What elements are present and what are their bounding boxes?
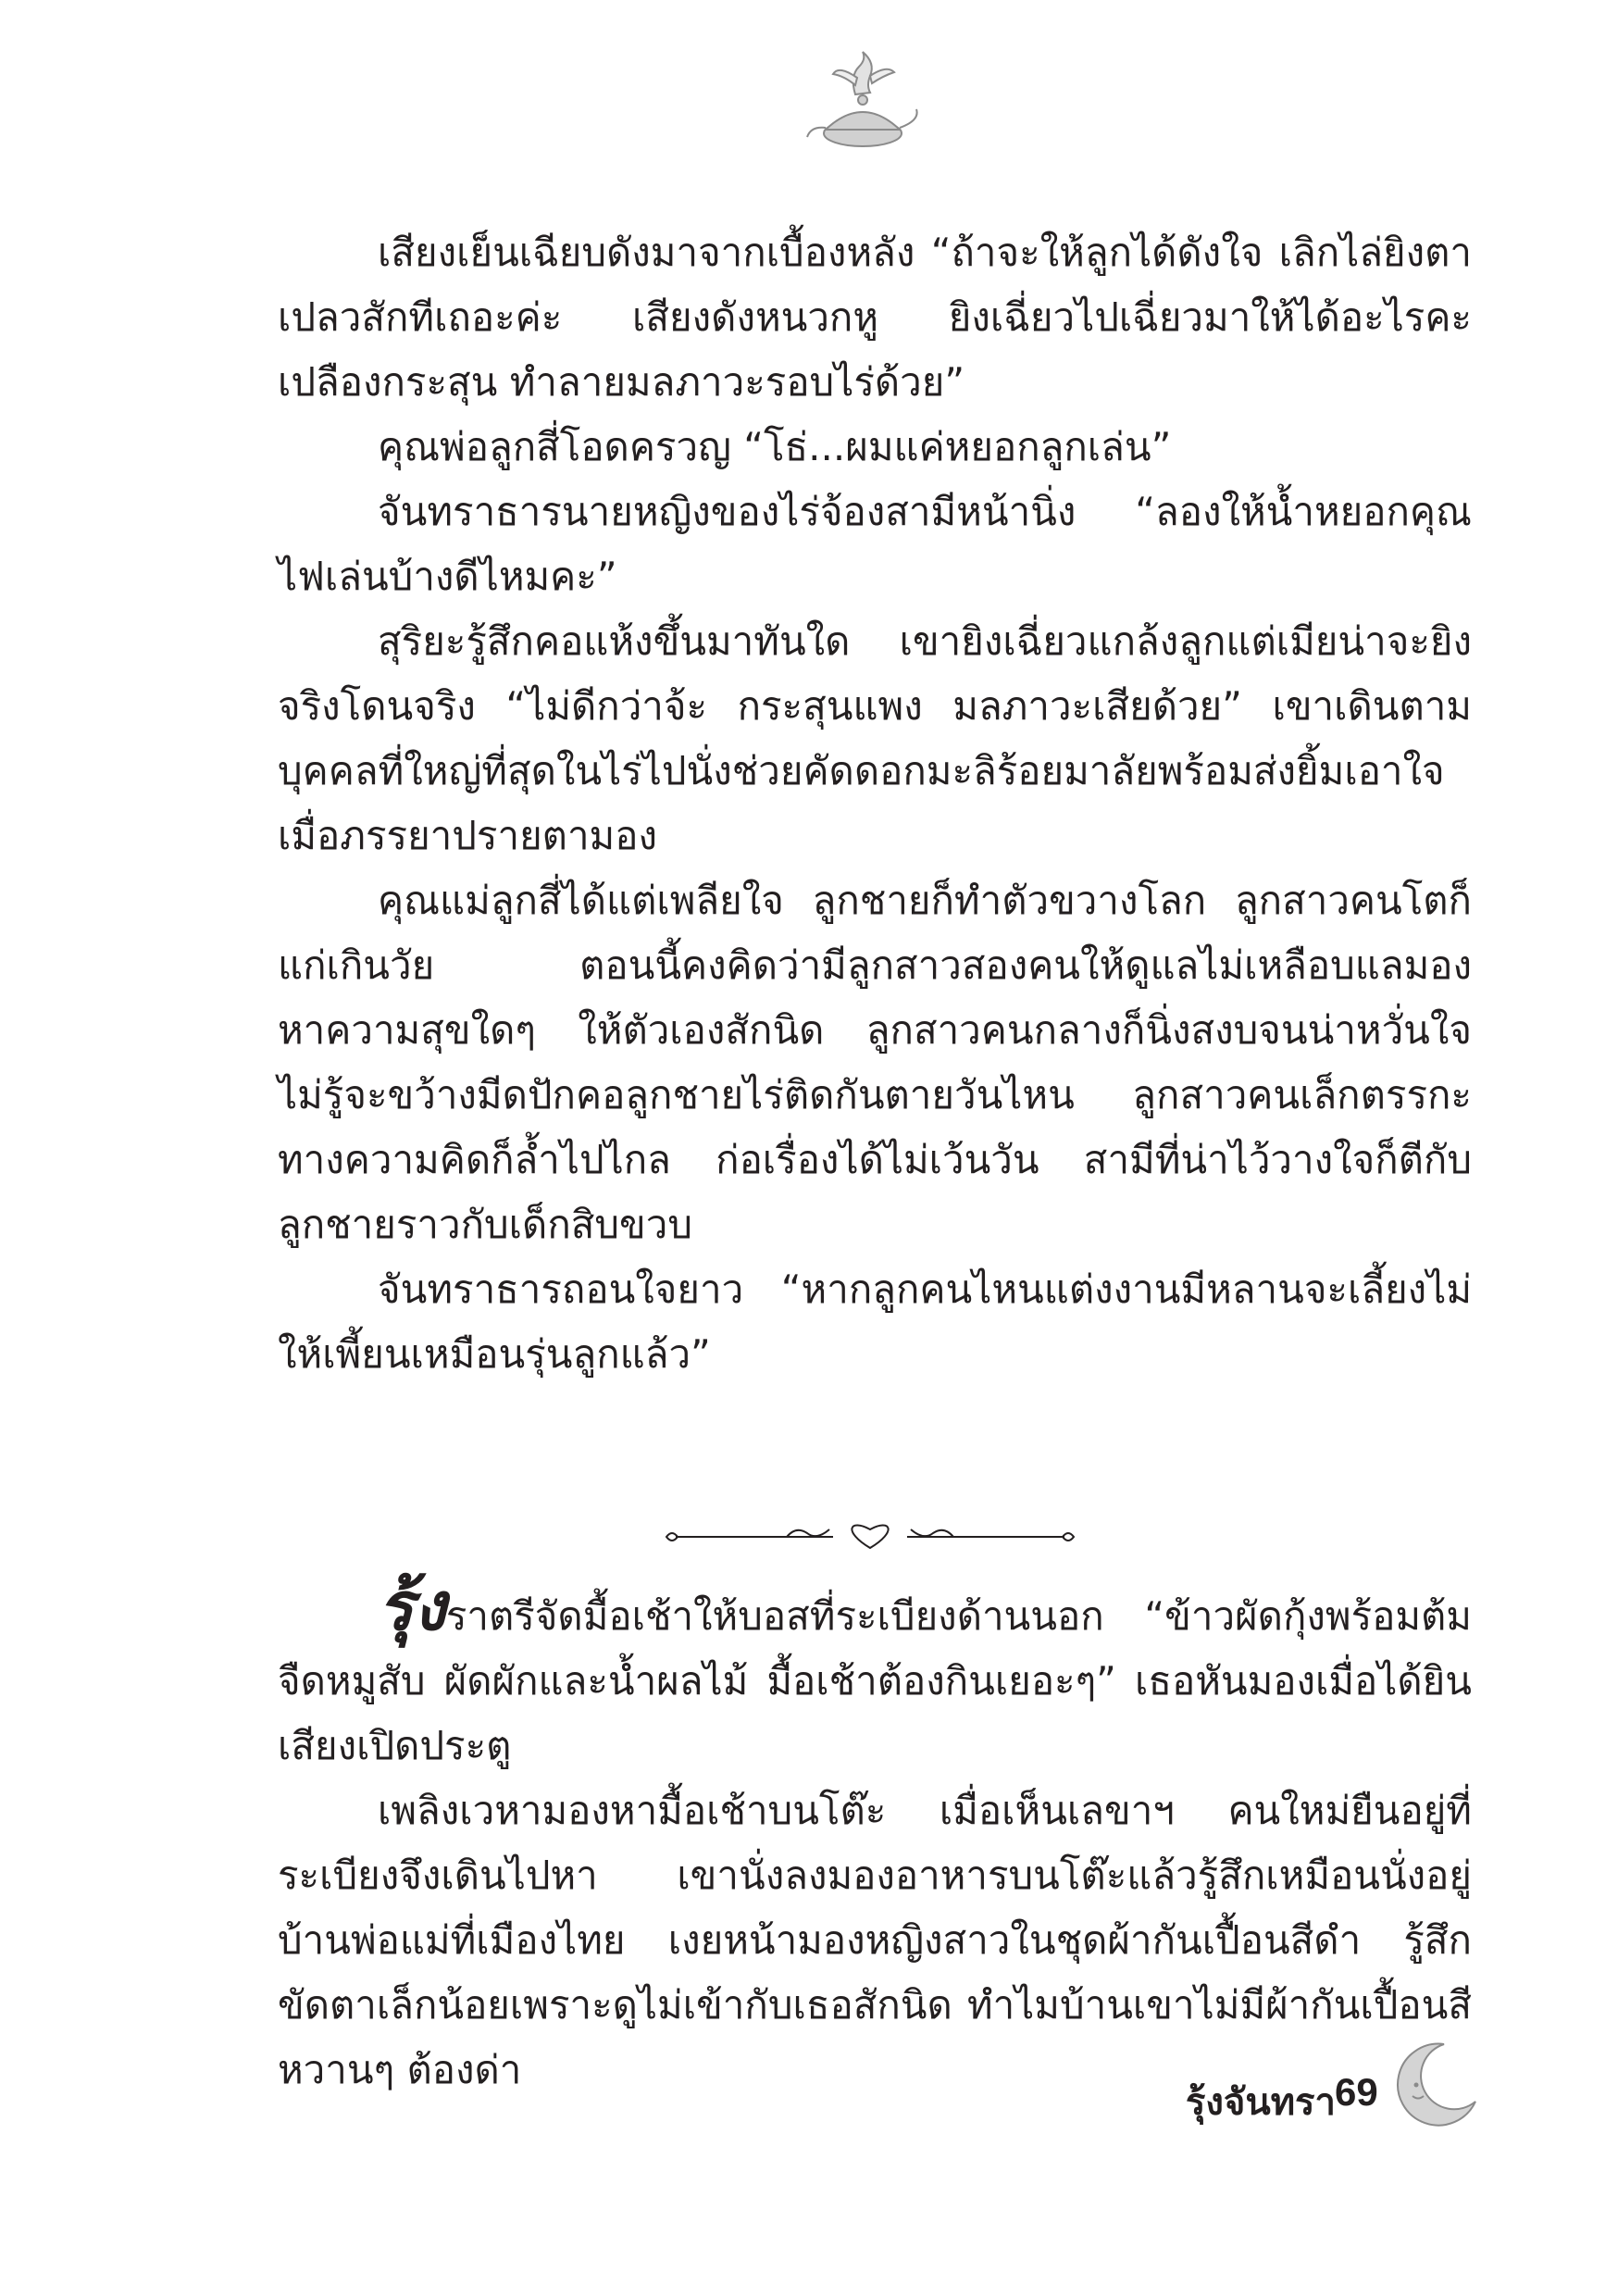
paragraph: คุณพ่อลูกสี่โอดครวญ “โธ่...ผมแค่หยอกลูกเล่น” [378, 424, 1172, 469]
paragraph [278, 1567, 1472, 1778]
paragraph: เสียงเย็นเฉียบดังมาจากเบื้องหลัง “ถ้าจะให้ลูกได้ดังใจ เลิกไล่ยิงตาเปลวสักทีเถอะค่ะ เสียงดังหนวกหู ยิงเฉี่ยวไปเฉี่ยวมาให้ได้อะไรคะ เปลืองกระสุน ทำลายมลภาวะรอบไร่ด้วย” [278, 230, 1472, 405]
drop-cap: รุ้ง [378, 1567, 446, 1645]
teapot-fairy-icon [798, 48, 927, 159]
paragraph: จันทราธารนายหญิงของไร่จ้องสามีหน้านิ่ง “ลองให้น้ำหยอกคุณไฟเล่นบ้างดีไหมคะ” [278, 489, 1472, 599]
book-title: รุ้งจันทรา [1185, 2081, 1336, 2124]
page-number: 69 [1335, 2070, 1378, 2114]
heart-flourish-divider-icon [648, 1518, 1092, 1555]
crescent-moon-face-icon [1388, 2037, 1481, 2129]
paragraph: คุณแม่ลูกสี่ได้แต่เพลียใจ ลูกชายก็ทำตัวขวางโลก ลูกสาวคนโตก็แก่เกินวัย ตอนนี้คงคิดว่ามีลูกสาวสองคนให้ดูแลไม่เหลือบแลมองหาความสุขใดๆ ให้ตัวเองสักนิด ลูกสาวคนกลางก็นิ่งสงบจนน่าหวั่นใจ ไม่รู้จะขว้างมีดปักคอลูกชายไร่ติดกันตายวันไหน ลูกสาวคนเล็กตรรกะทางความคิดก็ล้ำไปไกล ก่อเรื่องได้ไม่เว้นวัน สามีที่น่าไว้วางใจก็ตีกับลูกชายราวกับเด็กสิบขวบ [278, 878, 1472, 1247]
text-section-2 [278, 1567, 1472, 2103]
paragraph: สุริยะรู้สึกคอแห้งขึ้นมาทันใด เขายิงเฉี่ยวแกล้งลูกแต่เมียน่าจะยิงจริงโดนจริง “ไม่ดีกว่าจ้ะ กระสุนแพง มลภาวะเสียด้วย” เขาเดินตามบุคคลที่ใหญ่ที่สุดในไร่ไปนั่งช่วยคัดดอกมะลิร้อยมาลัยพร้อมส่งยิ้มเอาใจ เมื่อภรรยาปรายตามอง [278, 618, 1472, 858]
text-section-1 [278, 220, 1472, 1387]
paragraph-text: ราตรีจัดมื้อเช้าให้บอสที่ระเบียงด้านนอก “ข้าวผัดกุ้งพร้อมต้มจืดหมูสับ ผัดผักและน้ำผลไม้ มื้อเช้าต้องกินเยอะๆ” เธอหันมองเมื่อได้ยินเสียงเปิดประตู [278, 1593, 1472, 1768]
paragraph: เพลิงเวหามองหามื้อเช้าบนโต๊ะ เมื่อเห็นเลขาฯ คนใหม่ยืนอยู่ที่ระเบียงจึงเดินไปหา เขานั่งลงมองอาหารบนโต๊ะแล้วรู้สึกเหมือนนั่งอยู่บ้านพ่อแม่ที่เมืองไทย เงยหน้ามองหญิงสาวในชุดผ้ากันเปื้อนสีดำ รู้สึกขัดตาเล็กน้อยเพราะดูไม่เข้ากับเธอสักนิด ทำไมบ้านเขาไม่มีผ้ากันเปื้อนสีหวานๆ ต้องด่า [278, 1788, 1472, 2092]
paragraph: จันทราธารถอนใจยาว “หากลูกคนไหนแต่งงานมีหลานจะเลี้ยงไม่ให้เพี้ยนเหมือนรุ่นลูกแล้ว” [278, 1267, 1472, 1377]
